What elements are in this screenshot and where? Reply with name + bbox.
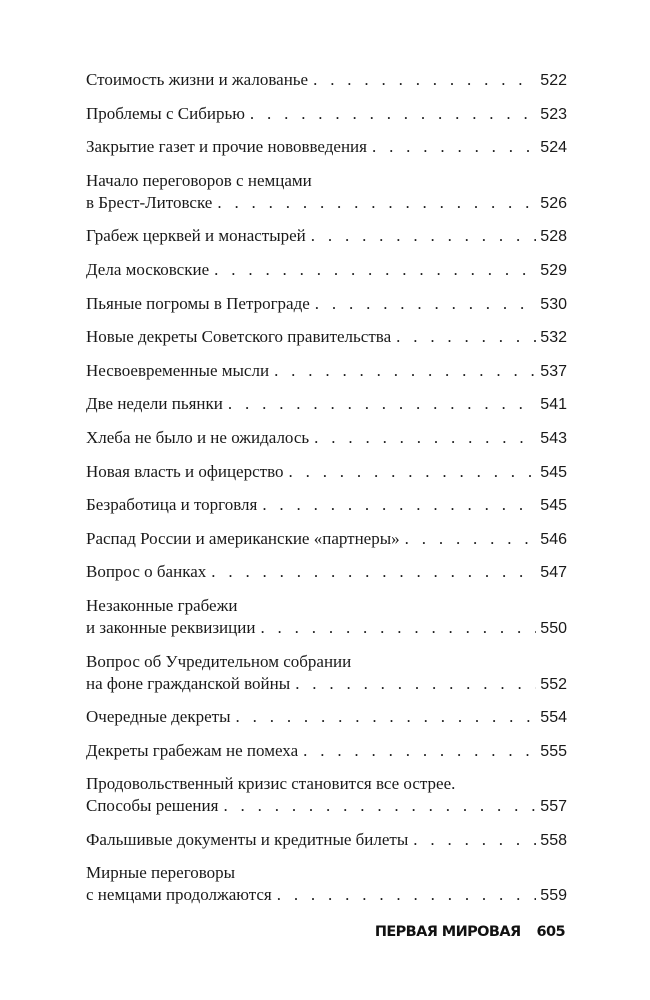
toc-entry-row bbox=[86, 673, 567, 696]
toc-entry bbox=[86, 293, 567, 316]
toc-entry-title: Две недели пьянки bbox=[86, 394, 223, 414]
dot-leader bbox=[260, 617, 536, 639]
dot-leader bbox=[303, 740, 536, 762]
toc-entry bbox=[86, 393, 567, 416]
toc-entry-title-line: Начало переговоров с немцами bbox=[86, 170, 312, 190]
toc-entry-row bbox=[86, 225, 567, 248]
toc-entry-row bbox=[86, 561, 567, 584]
toc-entry bbox=[86, 595, 567, 640]
toc-entry-page: 555 bbox=[540, 742, 567, 760]
dot-leader bbox=[313, 69, 536, 91]
toc-entry bbox=[86, 773, 567, 818]
table-of-contents bbox=[86, 69, 567, 918]
toc-entry-page: 530 bbox=[540, 295, 567, 313]
toc-entry-page: 541 bbox=[540, 396, 567, 414]
dot-leader bbox=[262, 494, 536, 516]
toc-entry-row bbox=[86, 706, 567, 729]
toc-entry-page: 529 bbox=[540, 261, 567, 279]
dot-leader bbox=[405, 528, 537, 550]
toc-entry-page: 522 bbox=[540, 72, 567, 89]
dot-leader bbox=[277, 884, 537, 906]
toc-entry bbox=[86, 528, 567, 551]
dot-leader bbox=[250, 103, 536, 125]
toc-entry bbox=[86, 136, 567, 159]
toc-entry-title: Хлеба не было и не ожидалось bbox=[86, 427, 310, 447]
toc-entry-row bbox=[86, 494, 567, 517]
toc-entry-row bbox=[86, 259, 567, 282]
toc-entry-title-line: Мирные переговоры bbox=[86, 863, 236, 883]
dot-leader bbox=[315, 293, 537, 315]
toc-entry-title: на фоне гражданской войны bbox=[86, 673, 291, 693]
toc-entry-title: с немцами продолжаются bbox=[86, 885, 272, 905]
toc-entry-page: 526 bbox=[540, 194, 567, 212]
toc-entry-page: 523 bbox=[540, 105, 567, 123]
toc-entry-title: Стоимость жизни и жалованье bbox=[86, 70, 309, 89]
dot-leader bbox=[223, 795, 536, 817]
toc-entry-row bbox=[86, 360, 567, 383]
toc-entry-page: 558 bbox=[540, 831, 567, 849]
toc-entry-title: Способы решения bbox=[86, 796, 219, 816]
page-number: 605 bbox=[536, 924, 565, 940]
toc-entry bbox=[86, 862, 567, 907]
toc-entry-title-line: Продовольственный кризис становится все острее. bbox=[86, 774, 456, 794]
toc-entry-page: 559 bbox=[540, 887, 567, 905]
toc-entry bbox=[86, 740, 567, 763]
toc-entry-title: Пьяные погромы в Петрограде bbox=[86, 293, 310, 313]
toc-entry-title: Распад России и американские «партнеры» bbox=[86, 528, 400, 548]
toc-entry bbox=[86, 259, 567, 282]
dot-leader bbox=[311, 225, 537, 247]
toc-entry-row bbox=[86, 795, 567, 818]
toc-entry-title: Несвоевременные мысли bbox=[86, 360, 270, 380]
toc-entry-row bbox=[86, 740, 567, 763]
dot-leader bbox=[274, 360, 536, 382]
toc-entry bbox=[86, 561, 567, 584]
toc-entry-page: 537 bbox=[540, 362, 567, 380]
toc-entry-row bbox=[86, 69, 567, 92]
toc-entry-title: и законные реквизиции bbox=[86, 617, 256, 637]
toc-entry-title: Закрытие газет и прочие нововведения bbox=[86, 137, 367, 157]
toc-entry bbox=[86, 651, 567, 696]
dot-leader bbox=[413, 829, 536, 851]
toc-entry bbox=[86, 69, 567, 92]
toc-entry-page: 552 bbox=[540, 675, 567, 693]
toc-entry-title: Безработица и торговля bbox=[86, 495, 258, 515]
toc-entry bbox=[86, 494, 567, 517]
toc-entry-title: Новые декреты Советского правительства bbox=[86, 327, 392, 347]
toc-entry bbox=[86, 103, 567, 126]
toc-entry bbox=[86, 360, 567, 383]
dot-leader bbox=[228, 393, 536, 415]
toc-entry-page: 543 bbox=[540, 429, 567, 447]
toc-entry-row bbox=[86, 884, 567, 907]
toc-entry-page: 545 bbox=[540, 497, 567, 515]
dot-leader bbox=[396, 326, 536, 348]
toc-entry-title: Дела московские bbox=[86, 259, 210, 279]
toc-entry bbox=[86, 170, 567, 215]
running-title: ПЕРВАЯ МИРОВАЯ bbox=[374, 924, 521, 940]
toc-entry-title: Грабеж церквей и монастырей bbox=[86, 226, 306, 246]
dot-leader bbox=[236, 706, 537, 728]
toc-entry-page: 524 bbox=[540, 139, 567, 157]
toc-entry-page: 554 bbox=[540, 709, 567, 727]
toc-entry-row bbox=[86, 136, 567, 159]
dot-leader bbox=[214, 259, 536, 281]
toc-entry-title: в Брест-Литовске bbox=[86, 192, 213, 212]
toc-entry-row bbox=[86, 293, 567, 316]
toc-entry-page: 547 bbox=[540, 564, 567, 582]
toc-entry-page: 532 bbox=[540, 329, 567, 347]
toc-entry bbox=[86, 829, 567, 852]
page-footer bbox=[375, 924, 565, 940]
dot-leader bbox=[295, 673, 536, 695]
toc-entry bbox=[86, 225, 567, 248]
toc-entry bbox=[86, 706, 567, 729]
toc-entry-row bbox=[86, 829, 567, 852]
dot-leader bbox=[211, 561, 536, 583]
dot-leader bbox=[217, 192, 536, 214]
dot-leader bbox=[314, 427, 536, 449]
toc-entry-title: Вопрос о банках bbox=[86, 562, 207, 582]
toc-entry-page: 546 bbox=[540, 530, 567, 548]
toc-entry-title: Фальшивые документы и кредитные билеты bbox=[86, 829, 409, 849]
toc-entry-row bbox=[86, 461, 567, 484]
toc-entry-row bbox=[86, 427, 567, 450]
dot-leader bbox=[289, 461, 537, 483]
toc-entry-row bbox=[86, 393, 567, 416]
toc-entry-row bbox=[86, 326, 567, 349]
toc-entry-title: Очередные декреты bbox=[86, 707, 231, 727]
toc-entry-page: 545 bbox=[540, 463, 567, 481]
toc-entry-title: Новая власть и офицерство bbox=[86, 461, 284, 481]
toc-entry-page: 557 bbox=[540, 798, 567, 816]
dot-leader bbox=[372, 136, 536, 158]
toc-entry-row bbox=[86, 192, 567, 215]
toc-entry bbox=[86, 461, 567, 484]
toc-entry-page: 528 bbox=[540, 228, 567, 246]
toc-entry-title: Проблемы с Сибирью bbox=[86, 103, 245, 123]
toc-entry bbox=[86, 326, 567, 349]
toc-entry-row bbox=[86, 617, 567, 640]
toc-entry bbox=[86, 427, 567, 450]
toc-entry-title-line: Вопрос об Учредительном собрании bbox=[86, 651, 352, 671]
toc-entry-row bbox=[86, 528, 567, 551]
toc-entry-title-line: Незаконные грабежи bbox=[86, 595, 238, 615]
toc-entry-title: Декреты грабежам не помеха bbox=[86, 740, 299, 760]
toc-entry-row bbox=[86, 103, 567, 126]
toc-entry-page: 550 bbox=[540, 619, 567, 637]
